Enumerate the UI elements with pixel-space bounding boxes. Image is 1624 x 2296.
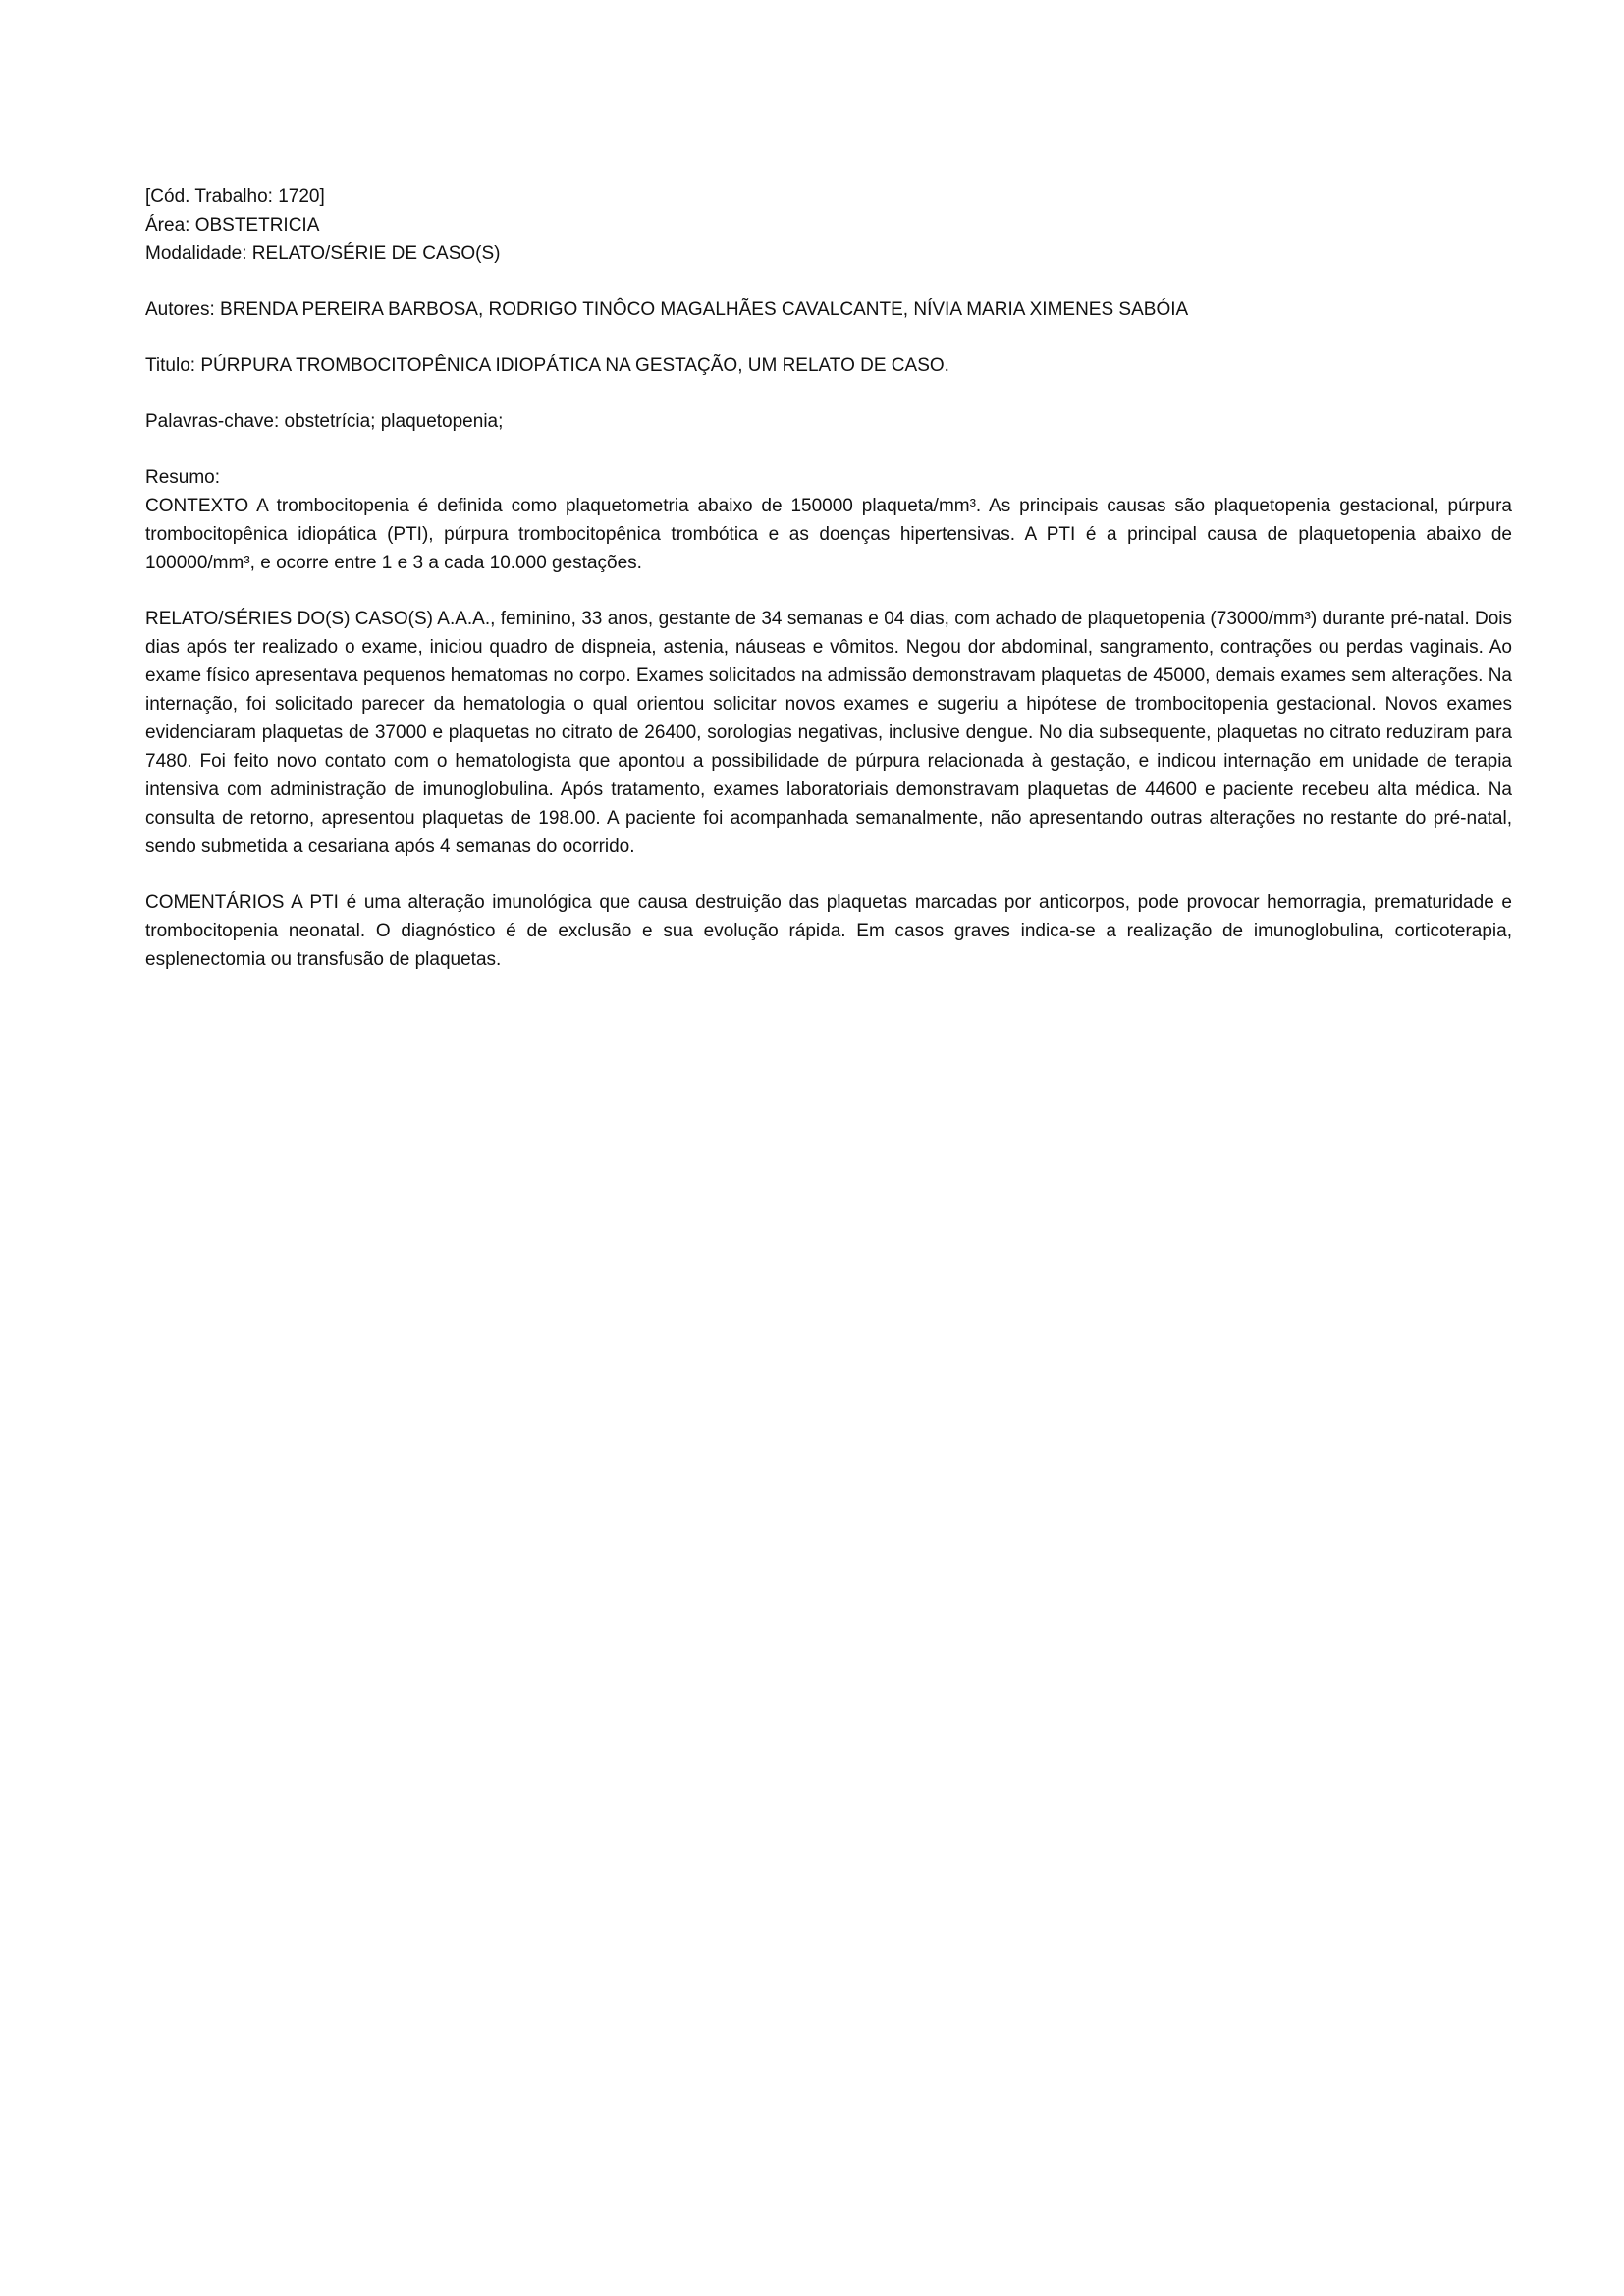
- keywords-block: [145, 407, 1512, 436]
- authors-line: Autores: BRENDA PEREIRA BARBOSA, RODRIGO TINÔCO MAGALHÃES CAVALCANTE, NÍVIA MARIA XIMENES SABÓIA: [145, 299, 1189, 320]
- abstract-heading: Resumo:: [145, 467, 221, 488]
- work-header: [145, 183, 1512, 268]
- abstract-section: [145, 463, 1512, 974]
- title-block: [145, 351, 1512, 380]
- abstract-comments: COMENTÁRIOS A PTI é uma alteração imunológica que causa destruição das plaquetas marcadas por anticorpos, pode provocar hemorragia, prematuridade e trombocitopenia neonatal. O diagnóstico é de exclusão e sua evolução rápida. Em casos graves indica-se a realização de imunoglobulina, corticoterapia, esplenectomia ou transfusão de plaquetas.: [145, 892, 1512, 970]
- abstract-context: CONTEXTO A trombocitopenia é definida como plaquetometria abaixo de 150000 plaqueta/mm³. As principais causas são plaquetopenia gestacional, púrpura trombocitopênica idiopática (PTI), púrpura trombocitopênica trombótica e as doenças hipertensivas. A PTI é a principal causa de plaquetopenia abaixo de 100000/mm³, e ocorre entre 1 e 3 a cada 10.000 gestações.: [145, 496, 1512, 573]
- work-title: Titulo: PÚRPURA TROMBOCITOPÊNICA IDIOPÁTICA NA GESTAÇÃO, UM RELATO DE CASO.: [145, 355, 949, 376]
- work-area: Área: OBSTETRICIA: [145, 215, 320, 236]
- work-code: [Cód. Trabalho: 1720]: [145, 187, 325, 207]
- abstract-case-report: RELATO/SÉRIES DO(S) CASO(S) A.A.A., feminino, 33 anos, gestante de 34 semanas e 04 dias, com achado de plaquetopenia (73000/mm³) durante pré-natal. Dois dias após ter realizado o exame, iniciou quadro de dispneia, astenia, náuseas e vômitos. Negou dor abdominal, sangramento, contrações ou perdas vaginais. Ao exame físico apresentava pequenos hematomas no corpo. Exames solicitados na admissão demonstravam plaquetas de 45000, demais exames sem alterações. Na internação, foi solicitado parecer da hematologia o qual orientou solicitar novos exames e sugeriu a hipótese de trombocitopenia gestacional. Novos exames evidenciaram plaquetas de 37000 e plaquetas no citrato de 26400, sorologias negativas, inclusive dengue. No dia subsequente, plaquetas no citrato reduziram para 7480. Foi feito novo contato com o hematologista que apontou a possibilidade de púrpura relacionada à gestação, e indicou internação em unidade de terapia intensiva com administração de imunoglobulina. Após tratamento, exames laboratoriais demonstravam plaquetas de 44600 e paciente recebeu alta médica. Na consulta de retorno, apresentou plaquetas de 198.00. A paciente foi acompanhada semanalmente, não apresentando outras alterações no restante do pré-natal, sendo submetida a cesariana após 4 semanas do ocorrido.: [145, 609, 1512, 857]
- work-modality: Modalidade: RELATO/SÉRIE DE CASO(S): [145, 243, 501, 264]
- document-page: [145, 183, 1512, 974]
- section-spacer: [145, 861, 1512, 888]
- authors-block: [145, 295, 1512, 324]
- section-spacer: [145, 577, 1512, 605]
- keywords-line: Palavras-chave: obstetrícia; plaquetopenia;: [145, 411, 504, 432]
